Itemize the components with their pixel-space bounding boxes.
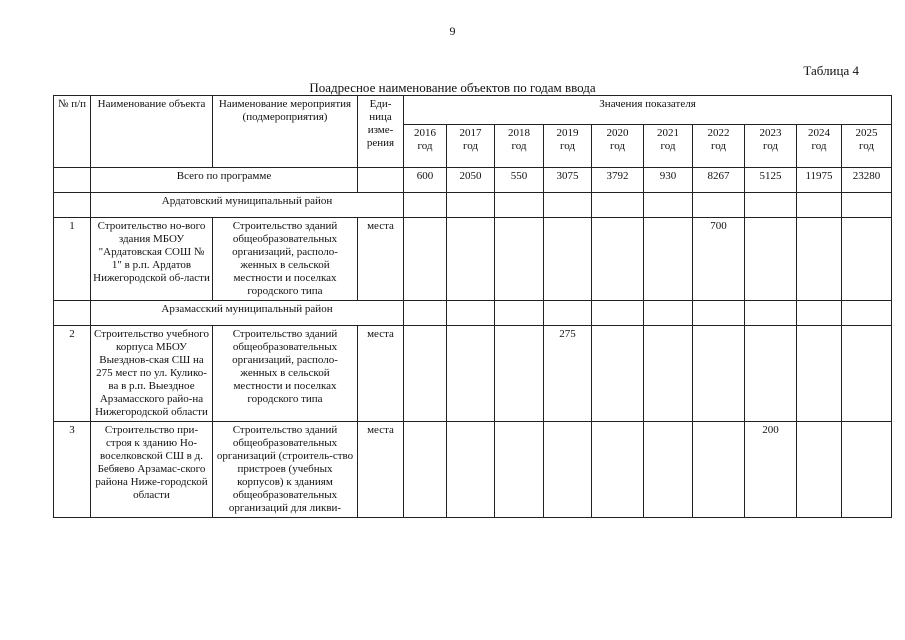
year-suffix: год [710, 140, 727, 152]
empty-cell [447, 301, 495, 326]
empty-cell [592, 301, 644, 326]
header-indicator: Значения показателя [404, 96, 892, 125]
total-value: 930 [644, 168, 693, 193]
empty-cell [797, 301, 842, 326]
row-value [447, 326, 495, 422]
district-row [54, 193, 892, 218]
district-name: Ардатовский муниципальный район [91, 193, 404, 218]
empty-cell [592, 193, 644, 218]
year-number: 2022 [707, 127, 730, 139]
row-value [544, 422, 592, 518]
row-object: Строительство но-вого здания МБОУ "Ардатовская СОШ № 1" в р.п. Ардатов Нижегородской об-ласти [91, 218, 213, 301]
row-value [404, 326, 447, 422]
year-suffix: год [609, 140, 626, 152]
table-row [54, 422, 892, 518]
empty-cell [842, 193, 892, 218]
table-title: Поадресное наименование объектов по годам ввода [309, 80, 596, 95]
year-number: 2017 [459, 127, 482, 139]
empty-cell [693, 193, 745, 218]
row-value [842, 422, 892, 518]
row-num: 3 [54, 422, 91, 518]
row-value [797, 326, 842, 422]
year-suffix: год [811, 140, 827, 152]
total-value: 2050 [447, 168, 495, 193]
row-value [404, 218, 447, 301]
year-suffix: год [660, 140, 676, 152]
district-num-cell [54, 301, 91, 326]
header-object: Наименование объекта [91, 96, 213, 168]
empty-cell [842, 301, 892, 326]
empty-cell [644, 301, 693, 326]
row-unit: места [358, 218, 404, 301]
empty-cell [495, 301, 544, 326]
row-value [592, 422, 644, 518]
year-header [495, 125, 544, 168]
year-number: 2016 [414, 127, 436, 139]
total-value: 5125 [745, 168, 797, 193]
row-value [544, 218, 592, 301]
year-suffix: год [559, 140, 576, 152]
row-num: 1 [54, 218, 91, 301]
year-header [447, 125, 495, 168]
empty-cell [404, 193, 447, 218]
row-value [644, 326, 693, 422]
total-value: 11975 [797, 168, 842, 193]
year-number: 2021 [657, 127, 679, 139]
header-num: № п/п [54, 96, 91, 168]
year-number: 2018 [508, 127, 530, 139]
year-suffix: год [511, 140, 527, 152]
row-value [495, 218, 544, 301]
row-object: Строительство при-строя к зданию Но-воселковской СШ в д. Бебяево Арзамас-ского района Ниже-городской области [91, 422, 213, 518]
total-label: Всего по программе [91, 168, 358, 193]
district-name: Арзамасский муниципальный район [91, 301, 404, 326]
empty-cell [745, 301, 797, 326]
row-value [693, 422, 745, 518]
table-row [54, 218, 892, 301]
year-suffix: год [859, 140, 875, 152]
page-number: 9 [449, 24, 456, 38]
header-measure: Наименование мероприятия (подмероприятия) [213, 96, 358, 168]
row-value: 200 [745, 422, 797, 518]
year-number: 2023 [759, 127, 782, 139]
year-number: 2020 [606, 127, 629, 139]
year-suffix: год [762, 140, 779, 152]
year-suffix: год [417, 140, 433, 152]
empty-cell [745, 193, 797, 218]
empty-cell [404, 301, 447, 326]
district-row [54, 301, 892, 326]
year-number: 2019 [556, 127, 579, 139]
year-number: 2024 [808, 127, 830, 139]
empty-cell [693, 301, 745, 326]
row-value [842, 326, 892, 422]
row-object: Строительство учебного корпуса МБОУ Выезднов-ская СШ на 275 мест по ул. Кулико-ва в р.п. Выездное Арзамасского райо-на Нижегородской области [91, 326, 213, 422]
year-header [842, 125, 892, 168]
row-value [495, 326, 544, 422]
row-value [693, 326, 745, 422]
row-measure: Строительство зданий общеобразовательных организаций, располо-женных в сельской местности и поселках городского типа [213, 326, 358, 422]
empty-cell [797, 193, 842, 218]
total-value: 600 [404, 168, 447, 193]
row-value [745, 218, 797, 301]
row-value [495, 422, 544, 518]
year-header [745, 125, 797, 168]
empty-cell [447, 193, 495, 218]
row-value [797, 218, 842, 301]
row-measure: Строительство зданий общеобразовательных организаций (строитель-ство пристроев (учебных корпусов) к зданиям общеобразовательных организаций для ликви- [213, 422, 358, 518]
year-header [544, 125, 592, 168]
year-header [644, 125, 693, 168]
row-measure: Строительство зданий общеобразовательных организаций, располо-женных в сельской местности и поселках городского типа [213, 218, 358, 301]
row-value: 275 [544, 326, 592, 422]
header-unit: Еди-ница изме-рения [358, 96, 404, 168]
year-header [404, 125, 447, 168]
row-value [447, 422, 495, 518]
row-value [447, 218, 495, 301]
total-value: 3792 [592, 168, 644, 193]
table-row [54, 326, 892, 422]
empty-cell [495, 193, 544, 218]
total-value: 550 [495, 168, 544, 193]
row-unit: места [358, 422, 404, 518]
row-value [644, 218, 693, 301]
total-value: 23280 [842, 168, 892, 193]
row-value [404, 422, 447, 518]
row-unit: места [358, 326, 404, 422]
total-value: 8267 [693, 168, 745, 193]
total-row [54, 168, 892, 193]
row-value [592, 326, 644, 422]
empty-cell [544, 193, 592, 218]
table-label: Таблица 4 [803, 63, 859, 78]
row-value [842, 218, 892, 301]
year-suffix: год [462, 140, 479, 152]
district-num-cell [54, 193, 91, 218]
year-header [797, 125, 842, 168]
total-value: 3075 [544, 168, 592, 193]
data-table [53, 95, 892, 518]
row-value [644, 422, 693, 518]
row-num: 2 [54, 326, 91, 422]
year-number: 2025 [855, 127, 878, 139]
row-value: 700 [693, 218, 745, 301]
empty-cell [544, 301, 592, 326]
total-unit-cell [358, 168, 404, 193]
row-value [745, 326, 797, 422]
empty-cell [644, 193, 693, 218]
year-header [592, 125, 644, 168]
row-value [592, 218, 644, 301]
total-num-cell [54, 168, 91, 193]
year-header [693, 125, 745, 168]
row-value [797, 422, 842, 518]
